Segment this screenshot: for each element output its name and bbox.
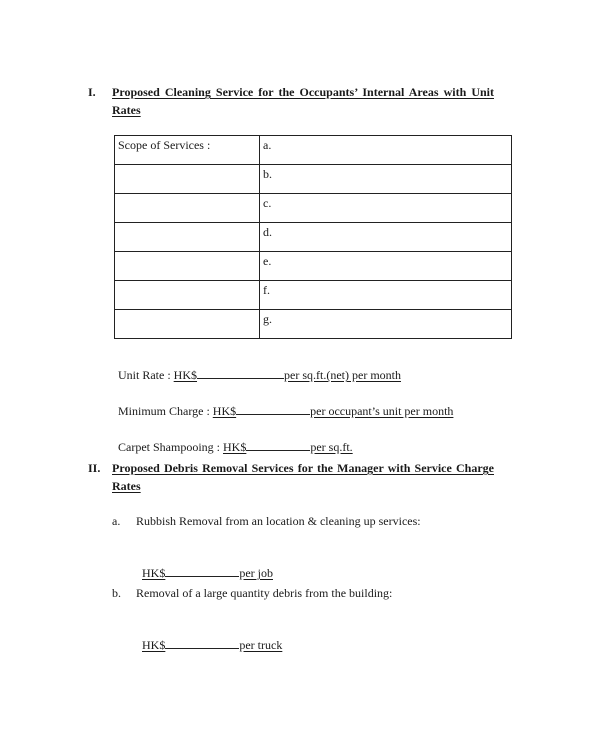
minimum-charge-currency: HK$ (212, 404, 237, 418)
table-row (115, 310, 512, 339)
minimum-charge-unit: per occupant’s unit per month (310, 404, 454, 418)
scope-item-cell[interactable]: a. (260, 136, 512, 165)
scope-item-cell[interactable]: e. (260, 252, 512, 281)
empty-cell (115, 223, 260, 252)
section-1-number: I. (88, 85, 96, 99)
carpet-shampooing-line (112, 424, 353, 455)
debris-item-a-text: Rubbish Removal from an location & cleaning up services: (136, 514, 421, 528)
scope-of-services-table (114, 135, 512, 339)
empty-cell (115, 194, 260, 223)
unit-rate-currency: HK$ (173, 368, 198, 382)
debris-item-b-text: Removal of a large quantity debris from the building: (136, 586, 393, 600)
section-2-title: Proposed Debris Removal Services for the Manager with Service Charge Rates (112, 461, 494, 493)
table-row (115, 165, 512, 194)
scope-label-cell: Scope of Services : (115, 136, 260, 165)
table-row (115, 252, 512, 281)
debris-item-b-marker: b. (112, 586, 121, 600)
debris-item-a-currency: HK$ (142, 566, 166, 580)
scope-item-cell[interactable]: g. (260, 310, 512, 339)
empty-cell (115, 252, 260, 281)
debris-item-b-unit: per truck (239, 638, 283, 652)
scope-item-cell[interactable]: c. (260, 194, 512, 223)
empty-cell (115, 310, 260, 339)
debris-item-b-blank[interactable] (165, 637, 239, 649)
empty-cell (115, 281, 260, 310)
table-row (115, 223, 512, 252)
unit-rate-blank[interactable] (197, 367, 284, 379)
debris-item-a-rate-line (136, 550, 273, 581)
carpet-shampooing-blank[interactable] (246, 439, 310, 451)
debris-item-a-unit: per job (239, 566, 273, 580)
debris-item-a-blank[interactable] (165, 565, 239, 577)
minimum-charge-line (112, 388, 453, 419)
table-row (115, 136, 512, 165)
unit-rate-unit: per sq.ft.(net) per month (284, 368, 401, 382)
minimum-charge-blank[interactable] (236, 403, 310, 415)
debris-item-a-marker: a. (112, 514, 121, 528)
unit-rate-line (112, 352, 401, 383)
scope-item-cell[interactable]: f. (260, 281, 512, 310)
empty-cell (115, 165, 260, 194)
table-row (115, 281, 512, 310)
section-1-title: Proposed Cleaning Service for the Occupants’ Internal Areas with Unit Rates (112, 85, 494, 117)
debris-item-b-currency: HK$ (142, 638, 166, 652)
carpet-shampooing-currency: HK$ (223, 440, 247, 454)
carpet-shampooing-label: Carpet Shampooing : (118, 440, 223, 454)
scope-item-cell[interactable]: b. (260, 165, 512, 194)
unit-rate-label: Unit Rate : (118, 368, 174, 382)
debris-item-b-rate-line (136, 622, 282, 653)
table-row (115, 194, 512, 223)
minimum-charge-label: Minimum Charge : (118, 404, 213, 418)
carpet-shampooing-unit: per sq.ft. (310, 440, 353, 454)
section-2-number: II. (88, 461, 101, 475)
scope-item-cell[interactable]: d. (260, 223, 512, 252)
